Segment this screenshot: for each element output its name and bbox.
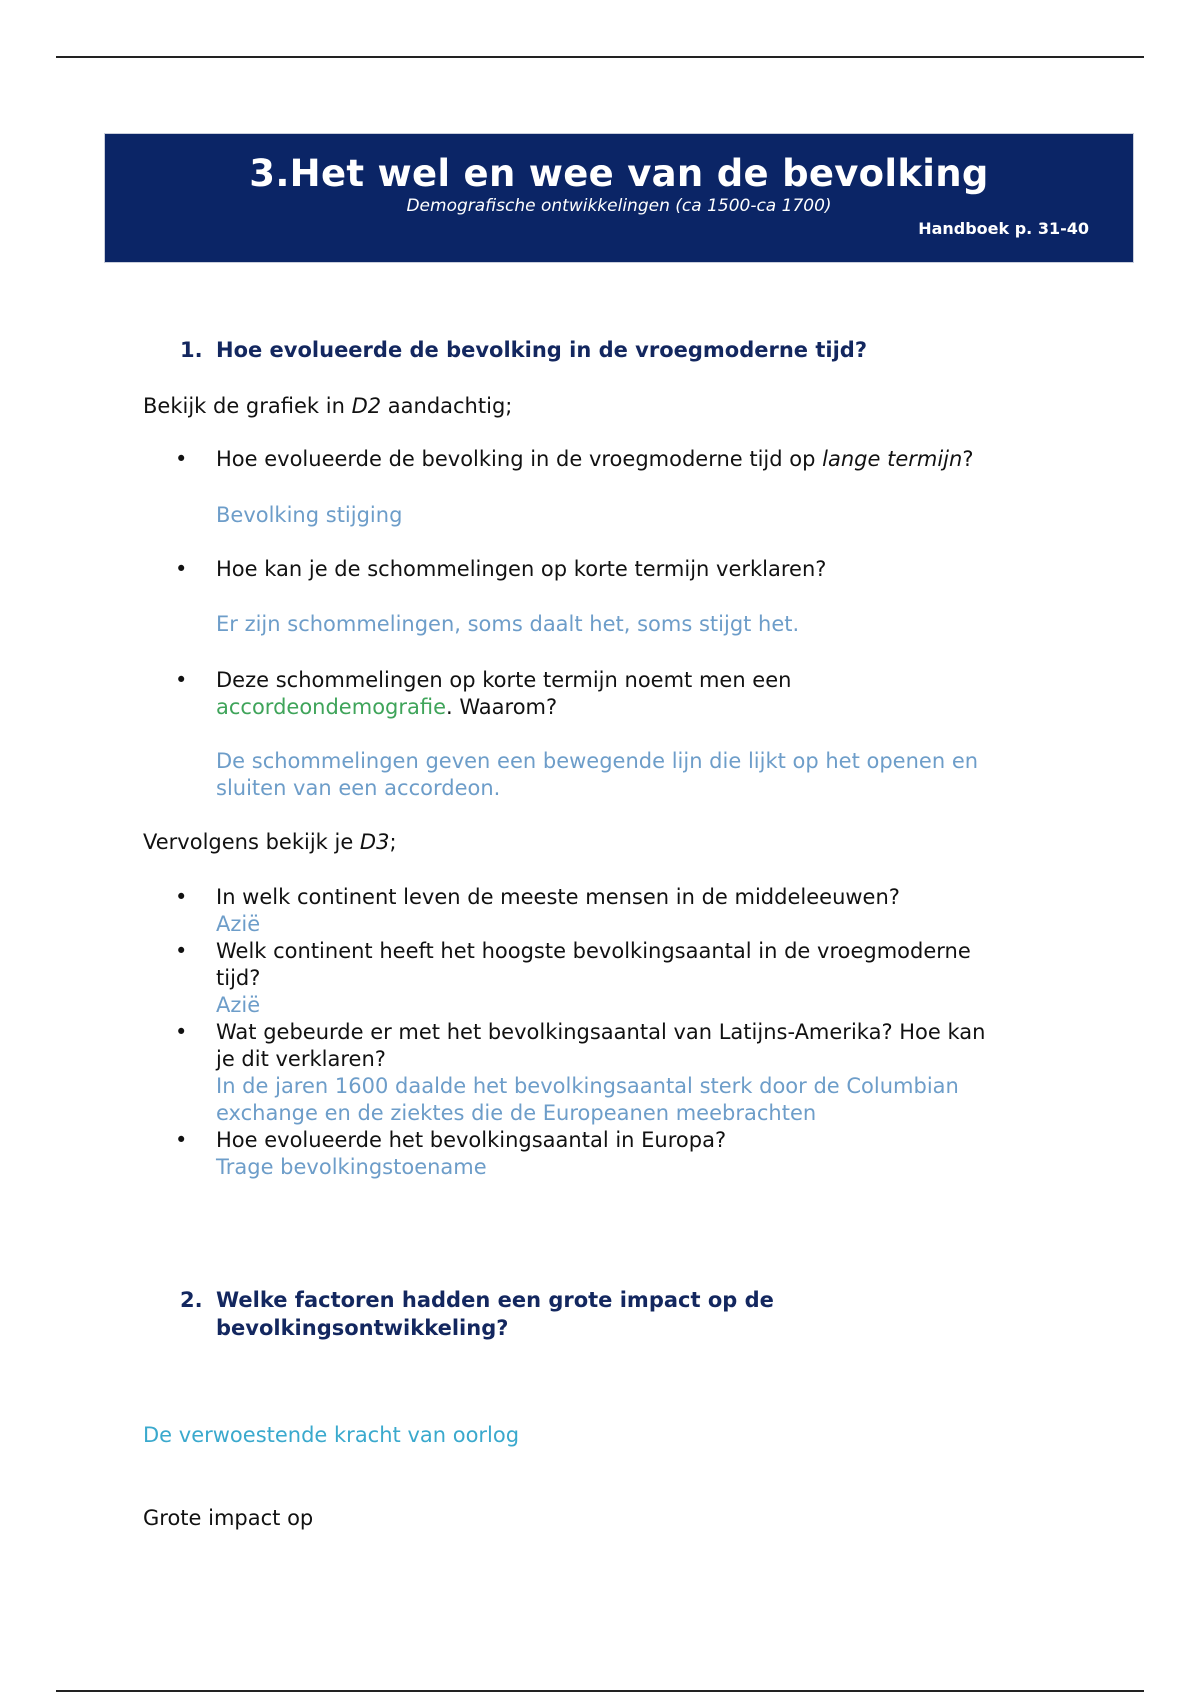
section-2-title-line: bevolkingsontwikkeling? [216, 1316, 509, 1340]
page-title: 3.Het wel en wee van de bevolking [249, 152, 989, 195]
answer-line: De schommelingen geven een bewegende lijn die lijkt op het openen en [216, 749, 979, 773]
intro-d3-text: Vervolgens bekijk je [143, 830, 360, 854]
bullet-icon: • [175, 939, 188, 963]
answer-line: In de jaren 1600 daalde het bevolkingsaantal sterk door de Columbian [216, 1074, 959, 1098]
section-2-heading [180, 1286, 1060, 1342]
bullet-icon: • [175, 557, 188, 581]
intro-d2-text: Bekijk de grafiek in [143, 394, 352, 418]
answer-line: exchange en de ziektes die de Europeanen meebrachten [216, 1101, 817, 1125]
list-item [175, 884, 1055, 938]
section-1-title: Hoe evolueerde de bevolking in de vroegmoderne tijd? [216, 338, 868, 362]
question-line: tijd? [216, 966, 261, 990]
question-text [175, 667, 1055, 721]
body-text: Grote impact op [143, 1506, 314, 1530]
bullet-icon: • [175, 668, 188, 692]
question-text [175, 446, 1055, 473]
answer-text: Bevolking stijging [216, 503, 403, 527]
intro-d2-ref: D2 [351, 394, 382, 418]
answer-text: Azië [216, 912, 261, 936]
answer-text: Azië [216, 993, 261, 1017]
intro-d2 [143, 393, 512, 420]
question-part: . Waarom? [446, 695, 558, 719]
question-line: Wat gebeurde er met het bevolkingsaantal van Latijns-Amerika? Hoe kan [216, 1020, 986, 1044]
bullet-icon: • [175, 447, 188, 471]
section-2-title-line: Welke factoren hadden een grote impact op de [216, 1288, 774, 1312]
bottom-rule [56, 1690, 1144, 1692]
answer-text [216, 748, 1056, 802]
answer-text: Trage bevolkingstoename [216, 1155, 487, 1179]
answer-text: Er zijn schommelingen, soms daalt het, soms stijgt het. [216, 612, 800, 636]
question-part: Hoe evolueerde de bevolking in de vroegmoderne tijd op [216, 447, 823, 471]
question-part: ? [962, 447, 974, 471]
question-text [175, 938, 1055, 992]
bullet-icon: • [175, 1020, 188, 1044]
title-banner [104, 133, 1134, 263]
question-line: je dit verklaren? [216, 1047, 386, 1071]
bullet-icon: • [175, 885, 188, 909]
intro-d3-ref: D3 [359, 830, 390, 854]
handbook-reference: Handboek p. 31-40 [918, 219, 1089, 238]
answer-text [175, 1073, 1055, 1127]
subheading-war: De verwoestende kracht van oorlog [143, 1423, 520, 1447]
list-item [175, 1019, 1055, 1127]
question-text [175, 1019, 1055, 1073]
intro-d3-tail: ; [389, 830, 397, 854]
list-item [175, 446, 1055, 473]
top-rule [56, 56, 1144, 58]
question-line: Welk continent heeft het hoogste bevolkingsaantal in de vroegmoderne [216, 939, 971, 963]
question-emphasis: lange termijn [822, 447, 963, 471]
bullet-icon: • [175, 1128, 188, 1152]
question-text: In welk continent leven de meeste mensen in de middeleeuwen? [216, 885, 900, 909]
section-1-number: 1. [180, 338, 203, 362]
list-item [175, 938, 1055, 1019]
question-text: Hoe kan je de schommelingen op korte termijn verklaren? [216, 557, 827, 581]
page-subtitle: Demografische ontwikkelingen (ca 1500-ca 1700) [406, 196, 832, 216]
question-part: Deze schommelingen op korte termijn noemt men een [216, 668, 792, 692]
section-2-number: 2. [180, 1288, 203, 1312]
key-term: accordeondemografie [216, 695, 447, 719]
section-1-heading [180, 336, 1060, 364]
list-item [175, 556, 1055, 583]
question-text: Hoe evolueerde het bevolkingsaantal in Europa? [216, 1128, 727, 1152]
intro-d2-tail: aandachtig; [381, 394, 513, 418]
list-item [175, 667, 1055, 721]
answer-line: sluiten van een accordeon. [216, 776, 501, 800]
section-2-title [180, 1286, 1060, 1342]
intro-d3 [143, 829, 397, 856]
list-item [175, 1127, 1055, 1181]
